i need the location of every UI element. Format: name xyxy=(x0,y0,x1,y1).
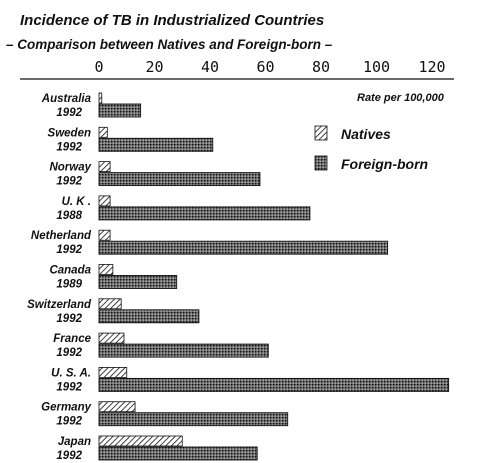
bar-natives xyxy=(99,402,135,412)
bar-natives xyxy=(99,436,182,446)
x-tick-label: 120 xyxy=(418,58,446,76)
bar-foreign-born xyxy=(99,344,268,357)
category-country-label: Sweden xyxy=(47,127,91,140)
category-country-label: Germany xyxy=(41,401,91,414)
category-year-label: 1988 xyxy=(56,209,82,222)
bar-natives xyxy=(99,230,110,240)
bars xyxy=(99,93,449,460)
legend-swatch-natives xyxy=(315,126,327,140)
legend-label-natives: Natives xyxy=(341,126,391,142)
bar-foreign-born xyxy=(99,310,199,323)
category-year-label: 1989 xyxy=(56,278,82,291)
category-country-label: Netherland xyxy=(30,230,91,243)
category-country-label: Norway xyxy=(49,161,91,174)
bar-foreign-born xyxy=(99,378,449,391)
category-country-label: U. S. A. xyxy=(51,367,91,380)
category-country-label: Japan xyxy=(57,436,91,448)
category-year-label: 1992 xyxy=(56,450,82,462)
x-tick-label: 0 xyxy=(94,58,104,76)
bar-natives xyxy=(99,367,127,377)
category-year-label: 1992 xyxy=(56,312,82,325)
bar-natives xyxy=(99,93,102,103)
unit-note: Rate per 100,000 xyxy=(357,92,444,104)
chart-subtitle: – Comparison between Natives and Foreign-born – xyxy=(6,37,333,52)
bar-foreign-born xyxy=(99,104,141,117)
category-year-label: 1992 xyxy=(56,244,82,257)
category-country-label: U. K . xyxy=(61,195,91,208)
bar-foreign-born xyxy=(99,173,260,186)
x-tick-label: 60 xyxy=(256,58,275,76)
bar-foreign-born xyxy=(99,413,288,426)
bar-foreign-born xyxy=(99,241,388,254)
category-country-label: France xyxy=(53,333,91,346)
bar-natives xyxy=(99,196,110,206)
x-tick-label: 40 xyxy=(200,58,220,76)
bar-natives xyxy=(99,162,110,172)
bar-foreign-born xyxy=(99,447,257,460)
category-year-label: 1992 xyxy=(56,347,82,360)
legend xyxy=(315,126,428,172)
bar-natives xyxy=(99,333,124,343)
bar-natives xyxy=(99,127,107,137)
bar-natives xyxy=(99,265,113,275)
category-country-label: Switzerland xyxy=(27,298,91,311)
bar-foreign-born xyxy=(99,138,213,151)
category-country-label: Australia xyxy=(41,93,91,105)
bar-natives xyxy=(99,299,121,309)
x-tick-label: 100 xyxy=(362,58,391,76)
legend-swatch-foreign-born xyxy=(315,156,327,170)
category-year-label: 1992 xyxy=(56,107,82,119)
category-year-label: 1992 xyxy=(56,415,82,428)
bar-foreign-born xyxy=(99,276,177,289)
category-year-label: 1992 xyxy=(56,141,82,154)
category-country-label: Canada xyxy=(49,264,91,277)
legend-label-foreign-born: Foreign-born xyxy=(341,156,429,172)
category-year-label: 1992 xyxy=(56,175,82,188)
x-tick-label: 20 xyxy=(145,58,164,76)
chart-title: Incidence of TB in Industrialized Countries xyxy=(20,12,325,29)
category-year-label: 1992 xyxy=(56,381,82,394)
category-labels xyxy=(27,93,92,462)
bar-foreign-born xyxy=(99,207,310,220)
x-tick-label: 80 xyxy=(311,58,331,76)
x-axis-tick-labels xyxy=(94,58,445,76)
